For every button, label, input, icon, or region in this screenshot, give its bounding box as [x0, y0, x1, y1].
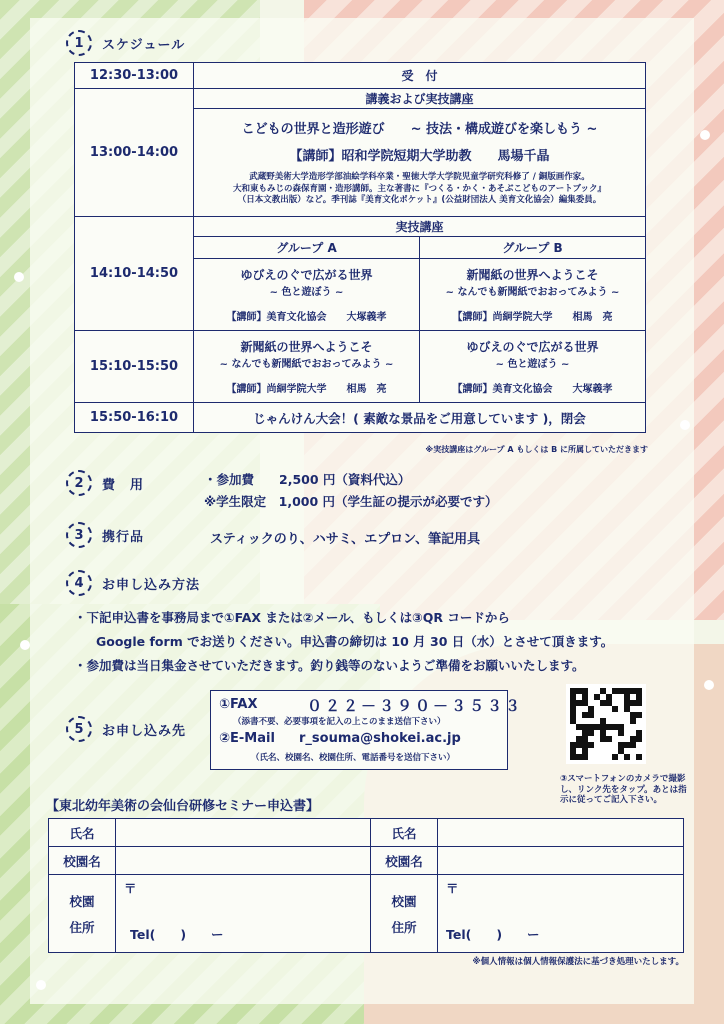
- section-title: お申し込み方法: [102, 577, 201, 593]
- address-label: [371, 875, 438, 953]
- section-number: 5: [66, 716, 92, 742]
- lecture-cell: [194, 109, 646, 217]
- table-row: [75, 89, 646, 109]
- lecture-header: 講義および実技講座: [194, 89, 646, 109]
- schedule-note: ※実技講座はグループ A もしくは B に所属していただきます: [425, 445, 648, 454]
- workshop-lecturer: 【講師】美育文化協会 大塚義孝: [452, 384, 613, 395]
- lecturer-bio: 武蔵野美術大学造形学部油絵学科卒業・聖徳大学大学院児童学研究科修了 / 銅版画作家。: [249, 172, 590, 183]
- section-fee-heading: [66, 470, 144, 496]
- group-a-cell: [194, 331, 420, 403]
- form-title: 【東北幼年美術の会仙台研修セミナー申込書】: [46, 799, 320, 814]
- qr-code[interactable]: [566, 684, 646, 764]
- section-apply-heading: [66, 570, 200, 596]
- section-items-heading: [66, 522, 144, 548]
- section-number: 4: [66, 570, 92, 596]
- lecturer-bio: （日本文教出版）など。季刊誌『美育文化ポケット』(公益財団法人 美育文化協会）編集委員。: [237, 195, 602, 206]
- address-label-line: 住所: [391, 919, 417, 935]
- contact-box: [210, 690, 524, 770]
- table-row: [75, 63, 646, 89]
- fax-label: ①FAX: [219, 697, 258, 712]
- event-cell: じゃんけん大会！( 素敵な景品をご用意しています )，閉会: [194, 403, 646, 433]
- application-form: [48, 818, 684, 953]
- section-title: 携行品: [102, 529, 145, 545]
- workshop-lecturer: 【講師】尚絅学院大学 相馬 亮: [226, 384, 387, 395]
- fee-line: ・参加費 2,500 円（資料代込）: [204, 472, 411, 487]
- mail-label: ②E-Mail: [219, 731, 275, 746]
- lecture-lecturer: 【講師】昭和学院短期大学助教 馬場千晶: [289, 149, 550, 165]
- workshop-title: 新聞紙の世界へようこそ: [466, 268, 599, 282]
- school-label: 校園名: [49, 847, 116, 875]
- table-row: [75, 217, 646, 237]
- table-row: [49, 819, 684, 847]
- workshop-title: ゆびえのぐで広がる世界: [466, 340, 599, 354]
- address-field-1[interactable]: [116, 875, 371, 953]
- school-label: 校園名: [371, 847, 438, 875]
- section-number: 2: [66, 470, 92, 496]
- tel-field: Tel( ) ー: [446, 927, 540, 942]
- fax-note: （添書不要、必要事項を記入の上このまま送信下さい）: [233, 717, 446, 727]
- workshop-subtitle: ~ 色と遊ぼう ~: [495, 359, 570, 370]
- apply-line: ・下記申込書を事務局まで①FAX または②メール、もしくは③QR コードから: [74, 610, 510, 625]
- address-field-2[interactable]: [438, 875, 684, 953]
- section-contact-heading: [66, 716, 186, 742]
- apply-line: Google form でお送りください。申込書の締切は 10 月 30 日（水）とさせて頂きます。: [96, 634, 614, 649]
- qr-note: ③スマートフォンのカメラで撮影し、リンク先をタップ。あとは指示に従ってご記入下さい。: [560, 774, 687, 806]
- section-title: お申し込み先: [102, 723, 187, 739]
- section-number: 1: [66, 30, 92, 56]
- group-a-header: グループ A: [194, 237, 420, 259]
- section-title: 費 用: [102, 477, 145, 493]
- group-a-cell: [194, 259, 420, 331]
- table-row: [49, 847, 684, 875]
- section-number: 3: [66, 522, 92, 548]
- group-b-cell: [420, 331, 646, 403]
- name-field-2[interactable]: [438, 819, 684, 847]
- mail-address[interactable]: r_souma@shokei.ac.jp: [299, 731, 461, 746]
- section-title: スケジュール: [102, 37, 186, 53]
- time-cell: 12:30-13:00: [75, 63, 194, 89]
- name-label: 氏名: [371, 819, 438, 847]
- workshop-subtitle: ~ 色と遊ぼう ~: [269, 287, 344, 298]
- group-b-header: グループ B: [420, 237, 646, 259]
- school-field-1[interactable]: [116, 847, 371, 875]
- lecture-title: こどもの世界と造形遊び ~ 技法・構成遊びを楽しもう ~: [241, 122, 598, 138]
- mail-note: （氏名、校園名、校園住所、電話番号を送信下さい）: [251, 753, 456, 763]
- fax-number: ０２２－３９０－３５３３: [307, 697, 524, 715]
- table-row: [75, 331, 646, 403]
- group-b-cell: [420, 259, 646, 331]
- address-label-line: 校園: [69, 893, 95, 909]
- workshop-lecturer: 【講師】尚絅学院大学 相馬 亮: [452, 312, 613, 323]
- time-cell: 13:00-14:00: [75, 89, 194, 217]
- postal-mark: 〒: [446, 881, 459, 896]
- postal-mark: 〒: [124, 881, 137, 896]
- address-label-line: 校園: [391, 893, 417, 909]
- time-cell: 14:10-14:50: [75, 217, 194, 331]
- workshop-lecturer: 【講師】美育文化協会 大塚義孝: [226, 312, 387, 323]
- table-row: [49, 875, 684, 953]
- privacy-note: ※個人情報は個人情報保護法に基づき処理いたします。: [472, 957, 684, 967]
- workshop-subtitle: ~ なんでも新聞紙でおおってみよう ~: [445, 287, 620, 298]
- workshop-title: ゆびえのぐで広がる世界: [240, 268, 373, 282]
- workshop-subtitle: ~ なんでも新聞紙でおおってみよう ~: [219, 359, 394, 370]
- name-field-1[interactable]: [116, 819, 371, 847]
- section-schedule-heading: [66, 30, 185, 56]
- workshop-header: 実技講座: [194, 217, 646, 237]
- items-text: スティックのり、ハサミ、エプロン、筆記用具: [210, 532, 481, 547]
- time-cell: 15:10-15:50: [75, 331, 194, 403]
- time-cell: 15:50-16:10: [75, 403, 194, 433]
- lecturer-bio: 大和東もみじの森保育園・造形講師。主な著書に『つくる・かく・あそぶこどものアートブック』: [233, 183, 606, 194]
- fee-line: ※学生限定 1,000 円（学生証の提示が必要です）: [204, 494, 498, 509]
- address-label-line: 住所: [69, 919, 95, 935]
- address-label: [49, 875, 116, 953]
- schedule-table: [74, 62, 646, 433]
- table-row: [75, 403, 646, 433]
- name-label: 氏名: [49, 819, 116, 847]
- event-cell: 受 付: [194, 63, 646, 89]
- school-field-2[interactable]: [438, 847, 684, 875]
- apply-line: ・参加費は当日集金させていただきます。釣り銭等のないようご準備をお願いいたします。: [74, 658, 585, 673]
- workshop-title: 新聞紙の世界へようこそ: [240, 340, 373, 354]
- tel-field: Tel( ) ー: [130, 927, 224, 942]
